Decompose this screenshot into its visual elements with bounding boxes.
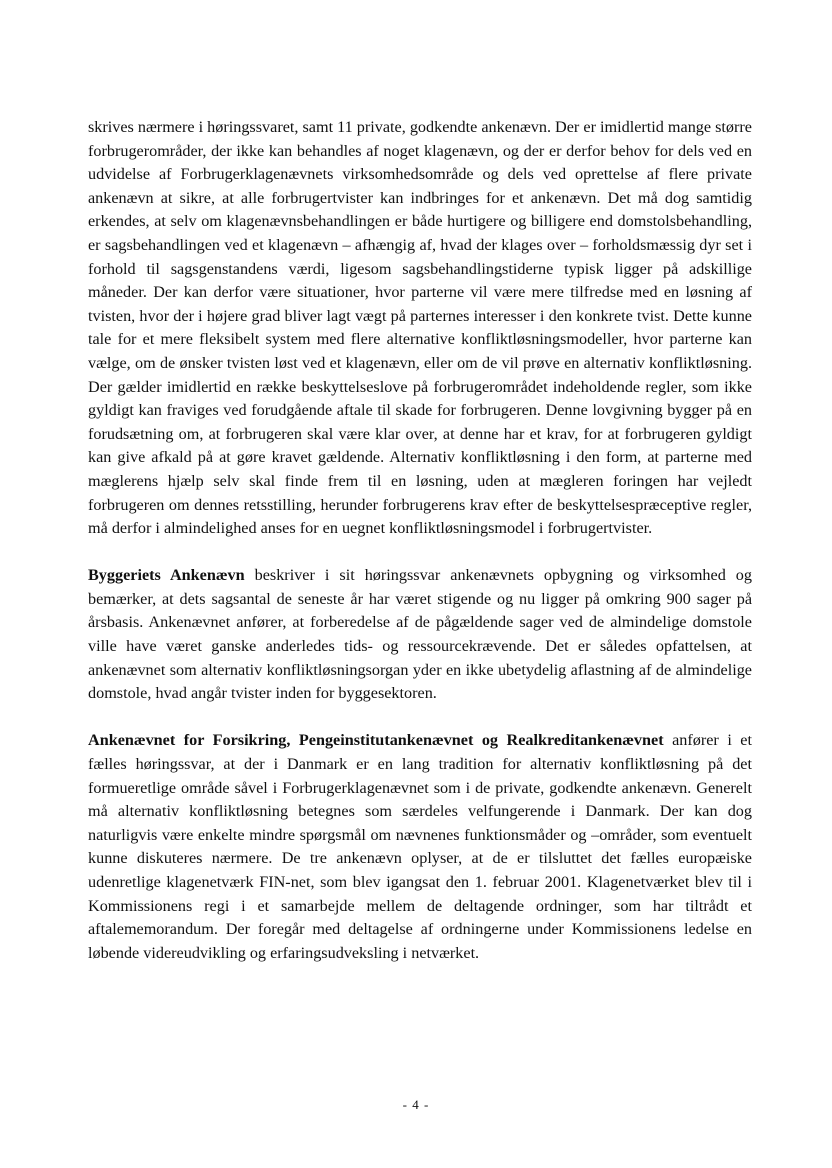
paragraph-lead: Ankenævnet for Forsikring, Pengeinstitutankenævnet og Realkreditankenævnet: [88, 731, 664, 750]
paragraph-text: skrives nærmere i høringssvaret, samt 11 private, godkendte ankenævn. Der er imidlertid mange større forbrugerområder, der ikke kan behandles af noget klagenævn, og der er derfor behov for dels ved en udvidelse af Forbrugerklagenævnets virksomhedsområde og dels ved oprettelse af flere private ankenævn at sikre, at alle forbrugertvister kan indbringes for et ankenævn. Det må dog samtidig erkendes, at selv om klagenævnsbehandlingen er både hurtigere og billigere end domstolsbehandling, er sagsbehandlingen ved et klagenævn – afhængig af, hvad der klages over – forholdsmæssig dyr set i forhold til sagsgenstandens værdi, ligesom sagsbehandlingstiderne typisk ligger på adskillige måneder. Der kan derfor være situationer, hvor parterne vil være mere tilfredse med en løsning af tvisten, hvor der i højere grad bliver lagt vægt på parternes interesser i den konkrete tvist. Dette kunne tale for et mere fleksibelt system med flere alternative konfliktløsningsmodeller, hvor parterne kan vælge, om de ønsker tvisten løst ved et klagenævn, eller om de vil prøve en alternativ konfliktløsning. Der gælder imidlertid en række beskyttelseslove på forbrugerområdet indeholdende regler, som ikke gyldigt kan fraviges ved forudgående aftale til skade for forbrugeren. Denne lovgivning bygger på en forudsætning om, at forbrugeren skal være klar over, at denne har et krav, for at forbrugeren gyldigt kan give afkald på at gøre kravet gældende. Alternativ konfliktløsning i den form, at parterne med mæglerens hjælp selv skal finde frem til en løsning, uden at mægleren foringen har vejledt forbrugeren om dennes retsstilling, herunder forbrugerens krav efter de beskyttelsespræceptive regler, må derfor i almindelighed anses for en uegnet konfliktløsningsmodel i forbrugertvister.: [88, 118, 752, 538]
paragraph-lead: Byggeriets Ankenævn: [88, 566, 245, 585]
paragraph-byggeriets-ankenaevn: [88, 564, 752, 706]
document-body: [88, 116, 752, 965]
page-number: - 4 -: [402, 1097, 430, 1112]
paragraph-text: anfører i et fælles høringssvar, at der i Danmark er en lang tradition for alternativ konfliktløsning på det formueretlige område såvel i Forbrugerklagenævnet som i de private, godkendte ankenævn. Generelt må alternativ konfliktløsning betegnes som særdeles velfungerende i Danmark. Der kan dog naturligvis være enkelte mindre spørgsmål om nævnenes funktionsmåder og –områder, som eventuelt kunne diskuteres nærmere. De tre ankenævn oplyser, at de er tilsluttet det fælles europæiske udenretlige klagenetværk FIN-net, som blev igangsat den 1. februar 2001. Klagenetværket blev til i Kommissionens regi i et samarbejde mellem de deltagende ordninger, som har tiltrådt et aftalememorandum. Der foregår med deltagelse af ordningerne under Kommissionens ledelse en løbende videreudvikling og erfaringsudveksling i netværket.: [88, 731, 752, 962]
paragraph-continuation: [88, 116, 752, 541]
paragraph-ankenaevnet-for-forsikring: [88, 729, 752, 965]
paragraph-text: beskriver i sit høringssvar ankenævnets opbygning og virksomhed og bemærker, at dets sagsantal de seneste år har været stigende og nu ligger på omkring 900 sager på årsbasis. Ankenævnet anfører, at forberedelse af de pågældende sager ved de almindelige domstole ville have været ganske anderledes tids- og ressourcekrævende. Det er således opfattelsen, at ankenævnet som alternativ konfliktløsningsorgan yder en ikke ubetydelig aflastning af de almindelige domstole, hvad angår tvister inden for byggesektoren.: [88, 566, 752, 703]
